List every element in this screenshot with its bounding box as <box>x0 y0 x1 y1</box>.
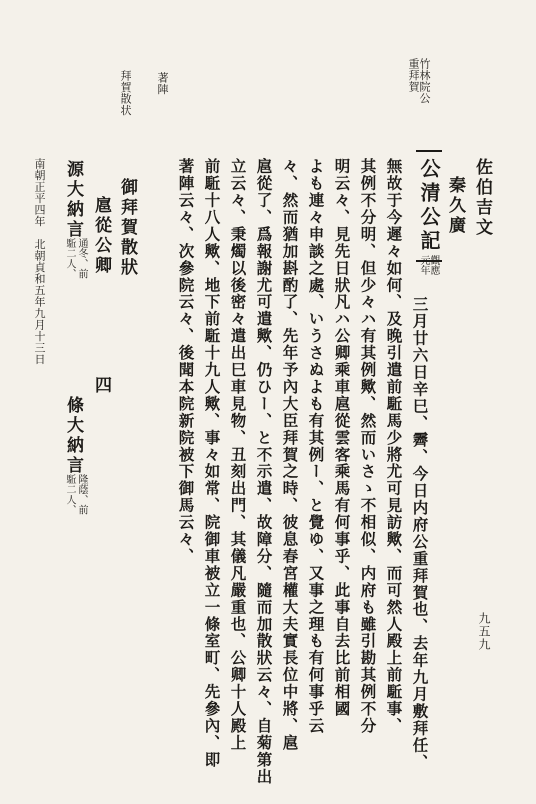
list-person-2-note-a: 隆蔭、前 <box>76 474 87 516</box>
list-person-1: 源大納言 <box>63 160 83 240</box>
list-person-2: 條大納言 <box>63 396 83 476</box>
entry-name: 秦久廣 <box>445 176 465 236</box>
author-name: 佐伯吉文 <box>472 158 492 238</box>
body-column-7: 扈從了、爲報謝尤可遣歟、仍ひー、と不示遣、故障分、隨而加散狀云々、自菊第出 <box>254 158 274 786</box>
body-column-3: 其例不分明、但少々ハ有其例歟、然而いさゝ不相似、内府も雖引勘其例不分 <box>358 158 378 735</box>
footer-date: 南朝正平四年 北朝貞和五年九月十三日 <box>33 158 46 365</box>
list-heading: 御拜賀散狀 <box>117 178 137 278</box>
source-title: 公清公記 <box>416 150 442 262</box>
body-column-10: 著陣云々、次參院云々、後聞本院新院被下御馬云々、 <box>176 158 196 565</box>
page-number: 九五九 <box>477 612 491 651</box>
era-note: 觀應元年 <box>418 255 439 276</box>
list-person-2-number: 四 <box>91 376 111 396</box>
margin-header-right: 竹林院公重拜賀 <box>407 58 431 104</box>
body-column-2: 無故于今遲々如何、及晚引遣前駈馬少將尤可見訪歟、而可然人殿上前駈事、 <box>384 158 404 735</box>
list-person-1-note-a: 通冬、前 <box>76 238 87 280</box>
body-column-6: 々、然而猶加斟酌了、先年予內大臣拜賀之時、彼息春宮權大夫實長位中將、扈 <box>280 158 300 752</box>
margin-header-mid-1: 著陣 <box>156 72 169 95</box>
list-person-1-note-b: 駈二人、 <box>64 238 75 280</box>
body-column-1: 三月廿六日辛巳、霽、今日内府公重拜賀也、去年九月敷拜任、 <box>410 296 430 771</box>
margin-header-mid-2: 拜賀散状 <box>119 70 132 116</box>
body-column-9: 前駈十八人歟、地下前駈十九人歟、事々如常、院御車被立一條室町、先參內、即 <box>202 158 222 769</box>
body-column-4: 明云々、見先日狀凡ハ公卿乘車扈從雲客乘馬有何事乎、此事自去比前相國 <box>332 158 352 718</box>
list-person-2-note-b: 駈二人、 <box>64 474 75 516</box>
body-column-5: よも連々申談之處、いうさぬよも有其例ー、と覺ゆ、又事之理も有何事乎云 <box>306 158 326 735</box>
list-role: 扈從公卿 <box>91 196 111 276</box>
body-column-8: 立云々、秉燭以後密々遣出巳車見物、丑刻出門、其儀凡嚴重也、公卿十人殿上 <box>228 158 248 752</box>
